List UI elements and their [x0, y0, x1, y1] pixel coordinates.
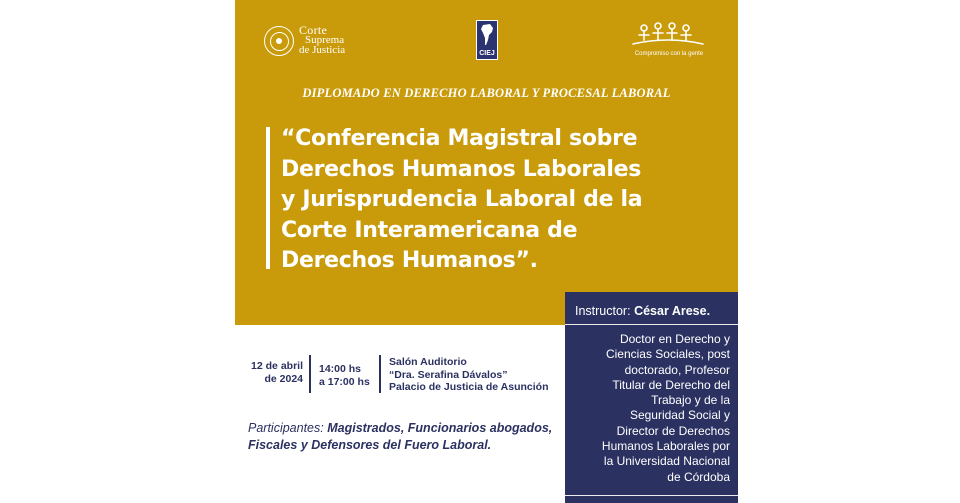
event-time	[319, 363, 370, 389]
participants-text	[248, 420, 558, 453]
bio-line: Titular de Derecho del	[612, 377, 730, 392]
corte-suprema-seal-icon	[264, 26, 294, 56]
date-line-2: de 2024	[264, 373, 303, 385]
participants-list: Magistrados, Funcionarios abogados, Fiscales y Defensores del Fuero Laboral.	[248, 421, 553, 452]
instructor-bottom-divider	[565, 495, 738, 496]
title-line: Corte Interamericana de	[281, 217, 578, 243]
corte-suprema-wordmark	[299, 25, 345, 55]
bio-line: Doctor en Derecho y	[619, 332, 730, 346]
time-line-2: a 17:00 hs	[319, 376, 370, 388]
ciej-label: CIEJ	[479, 50, 495, 57]
title-line: Derechos Humanos”.	[281, 248, 538, 273]
bio-line: Ciencias Sociales, post	[605, 347, 730, 362]
csj-line-1: Corte	[299, 23, 328, 37]
venue-line-1: Salón Auditorio	[389, 356, 467, 368]
event-venue	[389, 356, 549, 394]
participants-label: Participantes:	[248, 421, 324, 435]
venue-line-2: “Dra. Serafina Dávalos”	[389, 368, 508, 381]
program-heading: DIPLOMADO EN DERECHO LABORAL Y PROCESAL LABORAL	[302, 86, 671, 100]
bio-line: la Universidad Nacional	[603, 454, 730, 469]
instructor-name: César Arese.	[634, 304, 711, 318]
compromiso-tagline: Compromiso con la gente	[634, 51, 704, 57]
gold-header-panel	[235, 0, 738, 325]
title-line: “Conferencia Magistral sobre	[281, 126, 638, 151]
schedule-divider	[379, 355, 381, 393]
title-line: y Jurisprudencia Laboral de la	[281, 187, 643, 212]
schedule-divider	[309, 355, 311, 393]
event-date	[241, 360, 303, 386]
bio-line: Seguridad Social y	[629, 408, 730, 423]
ciej-logo	[476, 20, 498, 60]
event-poster	[235, 0, 738, 503]
bio-line: Trabajo y de la	[651, 393, 730, 408]
title-accent-bar	[266, 127, 270, 269]
venue-line-3: Palacio de Justicia de Asunción	[389, 381, 549, 393]
time-line-1: 14:00 hs	[319, 363, 362, 375]
corte-suprema-logo	[264, 25, 376, 59]
bio-line: de Córdoba	[667, 469, 730, 484]
date-line-1: 12 de abril	[251, 360, 303, 372]
instructor-divider	[565, 324, 738, 325]
instructor-panel	[565, 292, 738, 503]
people-group-icon	[631, 22, 705, 48]
instructor-heading	[575, 304, 710, 318]
compromiso-logo	[629, 22, 709, 62]
csj-line-3: de Justicia	[299, 44, 346, 56]
conference-title	[281, 124, 736, 277]
instructor-label: Instructor:	[575, 304, 631, 318]
csj-line-2: Suprema	[305, 34, 345, 46]
south-america-map-icon	[481, 24, 494, 46]
instructor-bio	[565, 332, 730, 485]
bio-line: Humanos Laborales por	[601, 439, 730, 454]
title-line: Derechos Humanos Laborales	[281, 156, 642, 182]
bio-line: doctorado, Profesor	[624, 362, 730, 377]
bio-line: Director de Derechos	[616, 423, 730, 438]
